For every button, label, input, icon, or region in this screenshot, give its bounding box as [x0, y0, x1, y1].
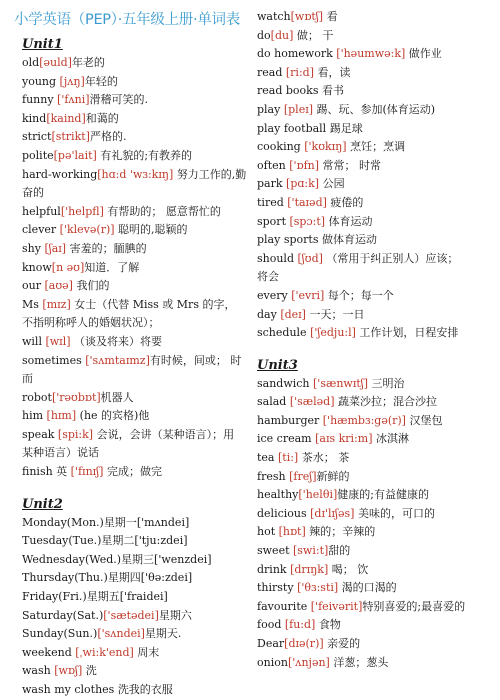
vocab-meaning: 星期五['fraidei]	[86, 590, 168, 604]
vocab-phonetic: [ʃaɪ]	[44, 241, 67, 255]
vocab-entry	[257, 324, 495, 343]
vocab-meaning: 会说，会讲（某种语言）；用	[93, 427, 235, 441]
vocab-meaning: 常常； 时常	[319, 158, 382, 172]
vocab-meaning: 将会	[257, 270, 279, 284]
vocab-entry	[257, 287, 495, 306]
vocab-phonetic: ['θɜ:sti]	[297, 581, 339, 595]
vocab-word: Wednesday(Wed.)	[22, 552, 122, 566]
vocab-entry	[22, 314, 250, 333]
vocab-meaning: 公园	[319, 177, 345, 191]
vocab-entry	[257, 412, 495, 431]
vocab-word: salad	[257, 395, 290, 409]
vocab-word: him	[22, 409, 47, 423]
vocab-meaning: 有帮助的； 愿意帮忙的	[103, 204, 221, 218]
vocab-phonetic: [dɪ'lɪʃəs]	[310, 506, 355, 520]
vocab-meaning: 做体育运动	[321, 233, 377, 247]
vocab-meaning: 看	[323, 10, 338, 23]
vocab-entry	[22, 681, 250, 700]
vocab-word: Saturday(Sat.)	[22, 608, 104, 622]
vocab-meaning: 汉堡包	[405, 413, 443, 427]
section-gap	[22, 482, 250, 494]
vocab-word: food	[257, 618, 285, 632]
vocab-meaning: 甜的	[328, 544, 351, 558]
vocab-entry	[257, 268, 495, 287]
vocab-word: day	[257, 307, 281, 321]
vocab-phonetic: ['ʃedju:l]	[310, 326, 356, 340]
vocab-word: schedule	[257, 326, 311, 340]
vocab-word: clever	[22, 223, 60, 237]
vocab-word: wash my clothes	[22, 683, 118, 696]
vocab-entry	[22, 607, 250, 626]
vocab-meaning: 看书	[321, 84, 344, 98]
page-title: 小学英语（PEP）·五年级上册·单词表	[14, 12, 240, 28]
vocab-phonetic: [hɑ:d 'wɜ:kɪŋ]	[97, 167, 174, 181]
vocab-entry	[257, 542, 495, 561]
vocab-entry	[22, 277, 250, 296]
vocab-phonetic: [wɪl]	[45, 334, 71, 348]
vocab-entry	[22, 588, 250, 607]
vocab-word: healthy	[257, 488, 299, 502]
vocab-meaning: 做； 干	[293, 28, 334, 42]
vocab-meaning: 周末	[133, 645, 160, 659]
vocab-word: sandwich	[257, 376, 314, 390]
vocab-entry	[257, 213, 495, 232]
vocab-word: play	[257, 102, 284, 116]
vocab-phonetic: [wɒtʃ]	[290, 10, 324, 23]
vocab-phonetic: [aɪs kri:m]	[315, 432, 373, 446]
vocab-meaning: 食物	[315, 618, 341, 632]
vocab-entry	[22, 625, 250, 644]
vocab-phonetic: [pə'lait]	[53, 148, 97, 162]
vocab-word: hot	[257, 525, 279, 539]
vocab-phonetic: [strikt]	[51, 130, 90, 144]
vocab-entry	[257, 561, 495, 580]
vocab-word: fresh	[257, 469, 290, 483]
vocab-entry	[22, 128, 250, 147]
vocab-word: read	[257, 65, 286, 79]
vocab-entry	[257, 598, 495, 617]
vocab-entry	[22, 166, 250, 185]
vocab-entry	[22, 91, 250, 110]
vocab-word: shy	[22, 241, 45, 255]
vocab-meaning: 星期三['wenzdei]	[121, 552, 212, 566]
vocab-word: young	[22, 74, 60, 88]
vocab-entry	[22, 514, 250, 533]
vocab-entry	[22, 221, 250, 240]
vocab-word: often	[257, 158, 290, 172]
vocab-phonetic: [kaind]	[46, 111, 86, 125]
vocab-word: drink	[257, 562, 291, 576]
vocab-phonetic: [hɒt]	[278, 525, 306, 539]
vocab-word: thirsty	[257, 581, 298, 595]
vocab-meaning: 喝； 饮	[328, 562, 369, 576]
vocab-meaning: 星期一['mʌndei]	[103, 515, 190, 529]
vocab-phonetic: [ti:]	[278, 451, 299, 465]
vocab-meaning: （谈及将来）将要	[70, 334, 163, 348]
vocab-word: old	[22, 56, 40, 69]
vocab-meaning: 三明治	[368, 376, 405, 390]
vocab-meaning: 踢足球	[329, 121, 363, 135]
vocab-entry	[22, 569, 250, 588]
vocab-phonetic: [drɪŋk]	[290, 562, 329, 576]
vocab-phonetic: [ʃʊd]	[297, 251, 323, 265]
vocab-meaning: 努力工作的,勤	[173, 167, 247, 181]
vocab-entry	[22, 184, 250, 203]
vocab-meaning: 害羞的；腼腆的	[66, 241, 147, 255]
vocab-word: ice cream	[257, 432, 316, 446]
vocab-meaning: 严格的.	[89, 130, 127, 144]
vocab-meaning: 某种语言）说话	[22, 446, 99, 460]
vocab-phonetic: [ri:d]	[285, 65, 314, 79]
vocab-meaning: 有时候，间或； 时	[149, 353, 242, 367]
vocab-entry	[22, 444, 250, 463]
vocab-phonetic: [ˌwi:k'end]	[75, 645, 134, 659]
vocab-entry	[257, 393, 495, 412]
vocab-entry	[22, 110, 250, 129]
vocab-meaning: 星期六	[158, 608, 192, 622]
vocab-phonetic: ['həumwə:k]	[336, 47, 406, 61]
vocab-word: every	[257, 288, 292, 302]
vocab-phonetic: ['feivərit]	[310, 599, 363, 613]
vocab-entry	[257, 505, 495, 524]
vocab-word: cooking	[257, 140, 305, 154]
vocab-phonetic: [dɪə(r)]	[284, 637, 324, 650]
vocab-phonetic: [n əʊ]	[51, 260, 85, 274]
vocab-word: speak	[22, 427, 58, 441]
vocab-word: tea	[257, 451, 278, 465]
vocab-word: hard-working	[22, 167, 98, 181]
vocab-entry	[257, 250, 495, 269]
vocab-word: sweet	[257, 544, 293, 558]
vocab-phonetic: ['sænwɪtʃ]	[313, 376, 369, 390]
vocab-entry	[257, 430, 495, 449]
vocab-entry	[22, 644, 250, 663]
vocab-word: will	[22, 334, 46, 348]
vocab-meaning: 做作业	[405, 47, 442, 61]
vocab-phonetic: ['hæmbɜ:gə(r)]	[322, 413, 406, 427]
vocab-word: delicious	[257, 506, 311, 520]
vocab-meaning: 一天；一日	[305, 307, 365, 321]
vocab-meaning: 新鲜的	[316, 469, 350, 483]
vocab-word: Dear	[257, 637, 285, 650]
vocab-word: onion	[257, 655, 288, 669]
vocab-meaning: 机器人	[100, 390, 134, 404]
vocab-phonetic: ['fʌni]	[57, 93, 90, 107]
vocab-meaning: 美味的，可口的	[354, 506, 435, 520]
vocab-entry	[257, 8, 495, 27]
vocab-entry	[257, 157, 495, 176]
vocab-entry	[22, 147, 250, 166]
vocab-word: funny	[22, 93, 58, 107]
vocab-phonetic: ['sætədei]	[103, 608, 159, 622]
vocab-entry	[22, 426, 250, 445]
vocab-phonetic: ['kʊkɪŋ]	[304, 140, 347, 154]
vocab-entry	[257, 375, 495, 394]
vocab-meaning: 工作计划，日程安排	[355, 326, 459, 340]
vocab-phonetic: ['sæləd]	[289, 395, 335, 409]
right-column	[257, 8, 495, 672]
vocab-phonetic: [pleɪ]	[283, 102, 314, 116]
vocab-phonetic: ['rəʊbɒt]	[51, 390, 101, 404]
vocab-meaning: 而	[22, 372, 33, 386]
vocab-word: hamburger	[257, 413, 323, 427]
vocab-entry	[22, 333, 250, 352]
vocab-entry	[257, 616, 495, 635]
vocab-entry	[257, 101, 495, 120]
vocab-word: tired	[257, 195, 288, 209]
vocab-phonetic: [swi:t]	[293, 544, 329, 558]
vocab-entry	[257, 120, 495, 139]
vocab-word: should	[257, 251, 298, 265]
vocab-meaning: 特别喜爱的;最喜爱的	[362, 599, 466, 613]
vocab-word: play football	[257, 121, 330, 135]
vocab-word: play sports	[257, 233, 322, 247]
vocab-meaning: 星期四['θə:zdei]	[107, 571, 193, 585]
vocab-phonetic: ['klevə(r)]	[59, 223, 115, 237]
vocab-meaning: (he 的宾格)他	[76, 409, 150, 423]
vocab-entry	[257, 82, 495, 101]
vocab-phonetic: [mɪz]	[42, 297, 71, 311]
vocab-meaning: 每个；每一个	[324, 288, 394, 302]
vocab-meaning: 看，读	[313, 65, 351, 79]
vocab-meaning: 疲倦的	[326, 195, 364, 209]
vocab-meaning: 星期二['tju:zdei]	[101, 534, 188, 548]
vocab-phonetic: [spɔ:t]	[289, 214, 326, 228]
vocab-phonetic: ['helθi]	[298, 488, 338, 502]
vocab-word: do homework	[257, 47, 337, 61]
vocab-word: watch	[257, 10, 291, 23]
vocab-meaning: 知道．了解	[84, 260, 140, 274]
vocab-phonetic: [pɑ:k]	[286, 177, 320, 191]
vocab-meaning: 和蔼的	[85, 111, 119, 125]
vocab-phonetic: [freʃ]	[289, 469, 317, 483]
vocab-meaning: 星期天.	[144, 627, 182, 641]
vocab-word: favourite	[257, 599, 311, 613]
unit-heading: Unit1	[22, 37, 63, 52]
vocab-entry	[257, 138, 495, 157]
vocab-meaning: 亲爱的	[323, 637, 361, 650]
vocab-meaning: 奋的	[22, 186, 44, 200]
vocab-entry	[257, 468, 495, 487]
vocab-meaning: 冰淇淋	[372, 432, 409, 446]
vocab-entry	[257, 449, 495, 468]
vocab-entry	[22, 370, 250, 389]
vocab-entry	[22, 296, 250, 315]
vocab-word: Ms	[22, 297, 43, 311]
vocab-meaning: 我们的	[72, 279, 110, 293]
vocab-entry	[22, 551, 250, 570]
vocab-entry	[257, 486, 495, 505]
vocab-phonetic: [aʊə]	[44, 279, 73, 293]
vocab-phonetic: ['evri]	[291, 288, 325, 302]
vocab-word: polite	[22, 148, 54, 162]
vocab-meaning: 健康的;有益健康的	[337, 488, 429, 502]
vocab-entry	[22, 407, 250, 426]
vocab-meaning: 烹饪；烹调	[346, 140, 406, 154]
unit-heading: Unit2	[22, 496, 63, 512]
vocab-word: strict	[22, 130, 52, 144]
vocab-meaning: 不指明称呼人的婚姻状况）；	[22, 316, 160, 330]
vocab-meaning: 洗我的衣服	[117, 683, 173, 696]
vocab-entry	[22, 389, 250, 408]
vocab-phonetic: ['ʌnjən]	[287, 655, 330, 669]
vocab-entry	[257, 194, 495, 213]
vocab-word: Friday(Fri.)	[22, 590, 87, 604]
vocab-meaning: 茶水； 茶	[298, 451, 350, 465]
vocab-meaning: 聪明的,聪颖的	[114, 223, 188, 237]
vocab-word: Tuesday(Tue.)	[22, 534, 102, 548]
vocab-word: wash	[22, 664, 55, 678]
vocab-entry	[257, 579, 495, 598]
vocab-word: read books	[257, 84, 322, 98]
vocab-entry	[257, 523, 495, 542]
vocab-word: finish 英	[22, 465, 71, 479]
vocab-word: sport	[257, 214, 290, 228]
vocab-entry	[22, 54, 250, 73]
vocab-entry	[22, 240, 250, 259]
vocab-meaning: 有礼貌的;有教养的	[96, 148, 193, 162]
vocab-meaning: 洋葱；葱头	[329, 655, 389, 669]
vocab-word: do	[257, 28, 271, 42]
vocab-phonetic: [deɪ]	[280, 307, 306, 321]
vocab-entry	[257, 27, 495, 46]
vocab-meaning: 年轻的	[84, 74, 118, 88]
vocab-phonetic: ['sʌmtaɪmz]	[85, 353, 150, 367]
vocab-meaning: 洗	[82, 664, 97, 678]
vocab-word: Thursday(Thu.)	[22, 571, 108, 585]
vocab-word: helpful	[22, 204, 61, 218]
vocab-meaning: 蔬菜沙拉；混合沙拉	[334, 395, 437, 409]
vocab-phonetic: [spi:k]	[57, 427, 94, 441]
vocab-meaning: 滑稽可笑的.	[89, 93, 149, 107]
vocab-phonetic: ['sʌndei]	[97, 627, 145, 641]
vocab-phonetic: ['ɒfn]	[289, 158, 320, 172]
vocab-entry	[257, 175, 495, 194]
section-gap	[257, 343, 495, 355]
vocab-word: Monday(Mon.)	[22, 515, 104, 529]
vocab-phonetic: [əuld]	[39, 56, 72, 69]
vocab-entry	[257, 306, 495, 325]
vocab-word: sometimes	[22, 353, 86, 367]
vocab-entry	[22, 352, 250, 371]
vocab-meaning: （常用于纠正别人）应该；	[322, 251, 459, 265]
vocab-meaning: 完成；做完	[103, 465, 162, 479]
vocab-entry	[22, 203, 250, 222]
vocab-meaning: 辣的；辛辣的	[305, 525, 376, 539]
vocab-meaning: 体育运动	[325, 214, 373, 228]
vocab-entry	[257, 654, 495, 673]
vocab-meaning: 渴的口渴的	[338, 581, 397, 595]
vocab-phonetic: [fu:d]	[284, 618, 316, 632]
vocab-phonetic: ['fɪnɪʃ]	[70, 465, 104, 479]
vocab-entry	[257, 231, 495, 250]
vocab-phonetic: [hɪm]	[46, 409, 77, 423]
vocab-word: park	[257, 177, 287, 191]
vocab-phonetic: [du]	[270, 28, 294, 42]
vocab-word: weekend	[22, 645, 76, 659]
vocab-entry	[22, 662, 250, 681]
left-column	[22, 34, 250, 700]
vocab-word: robot	[22, 390, 52, 404]
vocab-phonetic: [jʌŋ]	[59, 74, 85, 88]
vocab-meaning: 年老的	[71, 56, 105, 69]
vocab-phonetic: ['helpfl]	[60, 204, 104, 218]
vocab-word: Sunday(Sun.)	[22, 627, 98, 641]
vocab-phonetic: [wɒʃ]	[54, 664, 83, 678]
vocab-entry	[22, 532, 250, 551]
vocab-entry	[22, 73, 250, 92]
vocab-entry	[22, 463, 250, 482]
vocab-entry	[257, 64, 495, 83]
vocab-word: our	[22, 279, 45, 293]
vocab-meaning: 踢、玩、参加(体育运动)	[313, 102, 436, 116]
vocab-word: know	[22, 260, 52, 274]
vocab-word: kind	[22, 111, 47, 125]
vocab-entry	[22, 259, 250, 278]
vocab-phonetic: ['taɪəd]	[287, 195, 327, 209]
vocab-meaning: 女士（代替 Miss 或 Mrs 的字，	[70, 297, 236, 311]
vocab-entry	[257, 635, 495, 654]
unit-heading: Unit3	[257, 357, 298, 373]
vocab-entry	[257, 45, 495, 64]
